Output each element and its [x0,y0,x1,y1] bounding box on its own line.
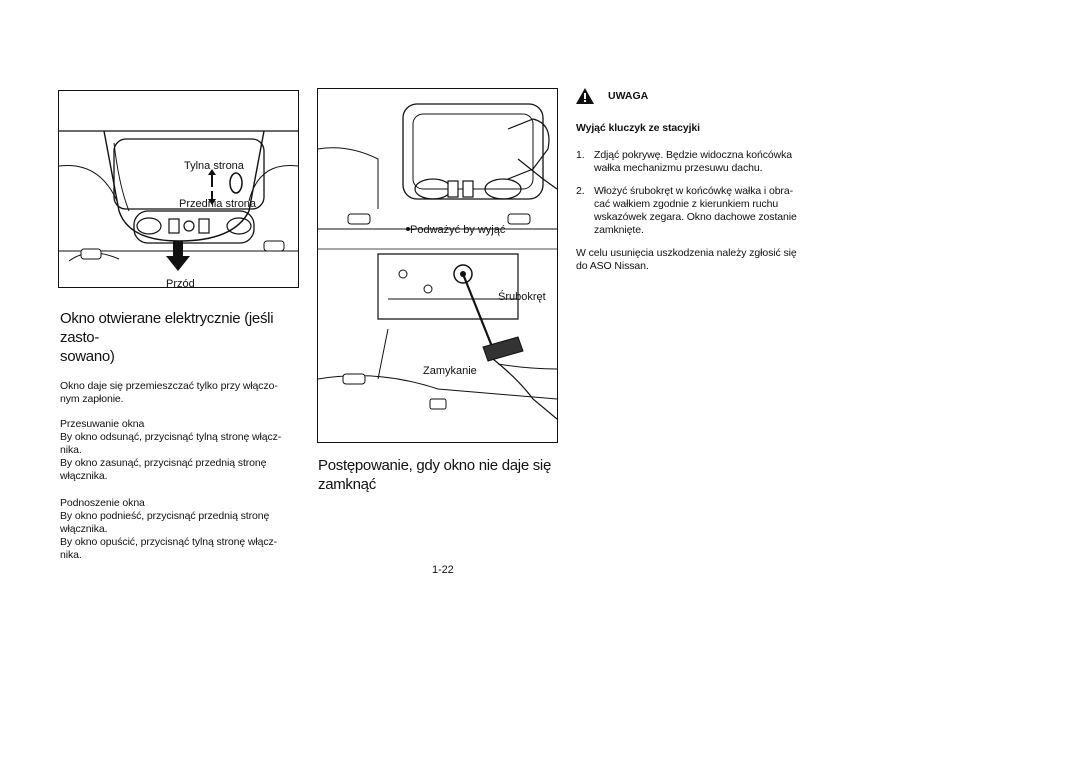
manual-closing-figure [317,88,558,443]
page-number: 1-22 [432,564,454,576]
intro-paragraph: Okno daje się przemieszczać tylko przy włączo- nym zapłonie. [60,380,278,405]
tilting-section: Podnoszenie okna By okno podnieść, przycisnąć przednią stronę włącznika. By okno opuścić, przycisnąć tylną stronę włącz- nika. [60,497,305,562]
sunroof-switch-illustration [59,91,298,287]
section-heading-manual-closing: Postępowanie, gdy okno nie daje się zamknąć [318,457,552,493]
sliding-section: Przesuwanie okna By okno odsunąć, przycisnąć tylną stronę włącz- nika. By okno zasunąć, przycisnąć przednią stronę włącznika. [60,418,305,483]
screwdriver-label: Śrubokręt [498,291,546,303]
warning-title: UWAGA [608,90,649,102]
warning-header [576,88,821,104]
warning-triangle-icon [576,88,594,104]
left-column [60,309,305,574]
front-side-label: Przednia strona [179,198,257,210]
sunroof-switch-figure [58,90,299,288]
manual-closing-illustration [318,89,557,442]
forward-label: Przód [166,278,195,287]
closing-label: Zamykanie [423,365,477,377]
pry-label: Podważyć by wyjąć [410,224,506,236]
service-note: W celu usunięcia uszkodzenia należy zgłosić się do ASO Nissan. [576,247,797,272]
list-item: 2. Włożyć śrubokręt w końcówkę wałka i obra- cać wałkiem zgodnie z kierunkiem ruchu wskazówek zegara. Okno dachowe zostanie zamknięte. [576,185,797,236]
warning-text: Wyjąć kluczyk ze stacyjki [576,122,700,134]
list-item: 1. Zdjąć pokrywę. Będzie widoczna końcówka wałka mechanizmu przesuwu dachu. [576,149,793,174]
right-column [576,88,821,273]
closing-steps [576,149,821,237]
section-heading-electric-sunroof: Okno otwierane elektrycznie (jeśli zasto- sowano) [60,310,274,365]
sliding-title: Przesuwanie okna [60,418,145,430]
rear-side-label: Tylna strona [184,160,244,172]
tilting-title: Podnoszenie okna [60,497,145,509]
